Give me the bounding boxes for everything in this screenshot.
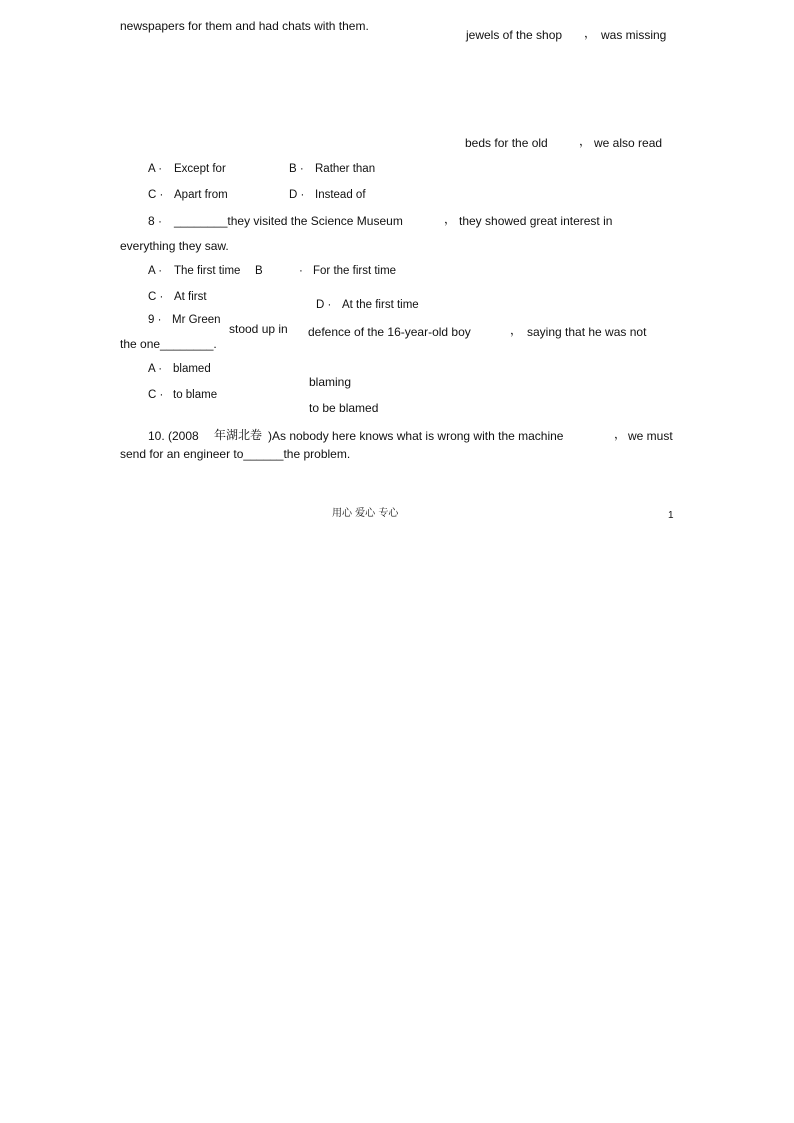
option-text: At the first time <box>342 299 419 311</box>
option-text: blaming <box>309 375 352 389</box>
option-text: Rather than <box>315 163 376 175</box>
question-stem: stood up in <box>229 322 288 336</box>
we-also-read-text: we also read <box>594 136 663 150</box>
option-letter: C · <box>148 389 164 401</box>
option-letter: A · <box>148 163 163 175</box>
question-stem: )As nobody here knows what is wrong with the machine <box>268 429 564 443</box>
question-source: 年湖北卷 <box>214 428 263 442</box>
option-text: The first time <box>174 265 241 277</box>
comma-mark: ， <box>614 427 627 441</box>
question-stem: we must <box>628 429 673 443</box>
question-stem: saying that he was not <box>527 325 647 339</box>
comma-mark: ， <box>579 134 592 148</box>
option-text: Except for <box>174 163 226 175</box>
question-stem-continuation: everything they saw. <box>120 239 229 253</box>
question-number: 9 · <box>148 314 162 326</box>
comma-mark: ， <box>444 212 457 226</box>
option-text: blamed <box>173 363 211 375</box>
option-text: Instead of <box>315 189 366 201</box>
option-text: to blame <box>173 389 218 401</box>
option-letter: C · <box>148 291 164 303</box>
question-number: 10. (2008 <box>148 429 199 443</box>
option-text: Apart from <box>174 189 228 201</box>
intro-line: newspapers for them and had chats with them. <box>120 19 369 33</box>
option-dot: · <box>299 265 303 277</box>
option-text: to be blamed <box>309 401 379 415</box>
question-stem: ________they visited the Science Museum <box>174 214 403 228</box>
comma-mark: ， <box>510 323 523 337</box>
question-stem: defence of the 16-year-old boy <box>308 325 471 339</box>
option-letter: A · <box>148 265 163 277</box>
option-letter: D · <box>316 299 332 311</box>
was-missing-text: was missing <box>601 28 667 42</box>
option-letter: C · <box>148 189 164 201</box>
option-letter: D · <box>289 189 305 201</box>
question-stem: Mr Green <box>172 314 221 326</box>
option-text: At first <box>174 291 207 303</box>
question-stem: they showed great interest in <box>459 214 613 228</box>
question-stem-continuation: send for an engineer to______the problem. <box>120 447 351 461</box>
page-number: 1 <box>668 510 674 521</box>
beds-text: beds for the old <box>465 136 548 150</box>
option-text: For the first time <box>313 265 397 277</box>
option-letter: B · <box>289 163 304 175</box>
comma-mark: ， <box>584 26 597 40</box>
question-number: 8 · <box>148 214 163 228</box>
option-letter: A · <box>148 363 163 375</box>
option-letter: B <box>255 265 263 277</box>
footer-motto: 用心 爱心 专心 <box>332 508 399 519</box>
question-stem-continuation: the one________. <box>120 337 217 351</box>
jewels-text: jewels of the shop <box>466 28 563 42</box>
